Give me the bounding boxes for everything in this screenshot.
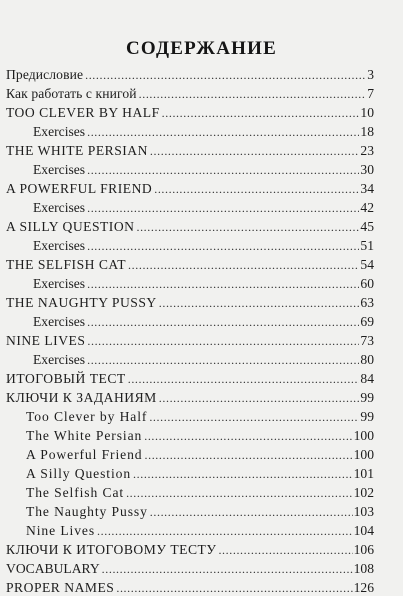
toc-entry-label: Exercises bbox=[33, 314, 86, 330]
toc-entry-story bbox=[6, 178, 374, 197]
toc-entry-page: 103 bbox=[353, 504, 374, 520]
dot-leader bbox=[86, 202, 359, 216]
dot-leader bbox=[138, 88, 367, 102]
toc-entry-label: THE NAUGHTY PUSSY bbox=[6, 295, 157, 311]
toc-entry-page: 106 bbox=[353, 542, 374, 558]
toc-entry-vocabulary bbox=[6, 558, 374, 577]
toc-entry-exercises bbox=[6, 159, 374, 178]
dot-leader bbox=[127, 373, 360, 387]
dot-leader bbox=[125, 487, 353, 501]
toc-entry-label: Exercises bbox=[33, 238, 86, 254]
toc-entry-page: 104 bbox=[353, 523, 374, 539]
toc-entry-label: VOCABULARY bbox=[6, 561, 100, 577]
dot-leader bbox=[135, 221, 359, 235]
toc-entry-page: 63 bbox=[360, 295, 374, 311]
toc-entry-label: Exercises bbox=[33, 352, 86, 368]
toc-entry-page: 30 bbox=[360, 162, 374, 178]
toc-entry-page: 99 bbox=[360, 390, 374, 406]
toc-entry-page: 10 bbox=[360, 105, 374, 121]
dot-leader bbox=[84, 69, 366, 83]
toc-entry-key-subitem bbox=[6, 425, 374, 444]
toc-entry-page: 100 bbox=[353, 447, 374, 463]
toc-entry-exercises bbox=[6, 311, 374, 330]
toc-entry-exercises bbox=[6, 197, 374, 216]
toc-entry-page: 84 bbox=[360, 371, 374, 387]
table-of-contents bbox=[6, 64, 374, 596]
toc-entry-key-subitem bbox=[6, 444, 374, 463]
toc-entry-page: 80 bbox=[360, 352, 374, 368]
dot-leader bbox=[96, 525, 353, 539]
dot-leader bbox=[115, 582, 352, 596]
toc-entry-story bbox=[6, 292, 374, 311]
toc-entry-page: 23 bbox=[360, 143, 374, 159]
toc-entry-label: Exercises bbox=[33, 124, 86, 140]
toc-entry-page: 18 bbox=[360, 124, 374, 140]
toc-entry-page: 45 bbox=[360, 219, 374, 235]
toc-entry-page: 34 bbox=[360, 181, 374, 197]
toc-entry-label: Как работать с книгой bbox=[6, 86, 137, 102]
toc-entry-page: 102 bbox=[353, 485, 374, 501]
dot-leader bbox=[86, 240, 359, 254]
toc-entry-page: 3 bbox=[367, 67, 374, 83]
dot-leader bbox=[101, 563, 353, 577]
dot-leader bbox=[149, 506, 353, 520]
toc-entry-label: A SILLY QUESTION bbox=[6, 219, 135, 235]
toc-entry-page: 108 bbox=[353, 561, 374, 577]
toc-entry-label: Exercises bbox=[33, 200, 86, 216]
dot-leader bbox=[86, 126, 359, 140]
toc-entry-page: 69 bbox=[360, 314, 374, 330]
toc-entry-key-subitem bbox=[6, 406, 374, 425]
dot-leader bbox=[86, 164, 359, 178]
toc-entry-exercises bbox=[6, 349, 374, 368]
toc-entry-label: THE WHITE PERSIAN bbox=[6, 143, 148, 159]
toc-entry-story bbox=[6, 102, 374, 121]
toc-entry-label: Too Clever by Half bbox=[26, 409, 148, 425]
toc-entry-key-subitem bbox=[6, 463, 374, 482]
dot-leader bbox=[148, 411, 359, 425]
toc-entry-label: КЛЮЧИ К ИТОГОВОМУ ТЕСТУ bbox=[6, 542, 217, 558]
toc-entry-page: 51 bbox=[360, 238, 374, 254]
dot-leader bbox=[217, 544, 352, 558]
toc-entry-exercises bbox=[6, 235, 374, 254]
toc-entry-label: Exercises bbox=[33, 276, 86, 292]
toc-entry-label: A Silly Question bbox=[26, 466, 132, 482]
toc-entry-proper-names bbox=[6, 577, 374, 596]
toc-entry-final-test-keys bbox=[6, 539, 374, 558]
toc-entry-answer-keys bbox=[6, 387, 374, 406]
toc-entry-page: 60 bbox=[360, 276, 374, 292]
dot-leader bbox=[153, 183, 359, 197]
dot-leader bbox=[86, 335, 359, 349]
dot-leader bbox=[158, 297, 360, 311]
dot-leader bbox=[144, 449, 353, 463]
toc-entry-label: Предисловие bbox=[6, 67, 84, 83]
toc-entry-label: PROPER NAMES bbox=[6, 580, 115, 596]
toc-entry-label: The Selfish Cat bbox=[26, 485, 125, 501]
toc-entry-label: The White Persian bbox=[26, 428, 143, 444]
toc-entry-story bbox=[6, 330, 374, 349]
toc-entry-label: Nine Lives bbox=[26, 523, 96, 539]
toc-entry-key-subitem bbox=[6, 482, 374, 501]
toc-entry-how-to-use bbox=[6, 83, 374, 102]
toc-entry-exercises bbox=[6, 273, 374, 292]
toc-entry-key-subitem bbox=[6, 520, 374, 539]
toc-entry-key-subitem bbox=[6, 501, 374, 520]
dot-leader bbox=[143, 430, 352, 444]
dot-leader bbox=[127, 259, 359, 273]
toc-entry-page: 42 bbox=[360, 200, 374, 216]
dot-leader bbox=[149, 145, 359, 159]
toc-entry-label: A Powerful Friend bbox=[26, 447, 143, 463]
toc-entry-page: 73 bbox=[360, 333, 374, 349]
dot-leader bbox=[86, 316, 359, 330]
toc-entry-page: 99 bbox=[360, 409, 374, 425]
toc-entry-label: КЛЮЧИ К ЗАДАНИЯМ bbox=[6, 390, 157, 406]
toc-entry-story bbox=[6, 254, 374, 273]
toc-entry-preface bbox=[6, 64, 374, 83]
toc-entry-page: 101 bbox=[353, 466, 374, 482]
toc-entry-label: Exercises bbox=[33, 162, 86, 178]
dot-leader bbox=[161, 107, 360, 121]
page-title: СОДЕРЖАНИЕ bbox=[126, 38, 277, 59]
toc-entry-story bbox=[6, 140, 374, 159]
toc-entry-label: THE SELFISH CAT bbox=[6, 257, 127, 273]
toc-entry-label: TOO CLEVER BY HALF bbox=[6, 105, 160, 121]
toc-entry-label: A POWERFUL FRIEND bbox=[6, 181, 153, 197]
toc-entry-page: 126 bbox=[353, 580, 374, 596]
toc-entry-story bbox=[6, 216, 374, 235]
toc-entry-page: 54 bbox=[360, 257, 374, 273]
dot-leader bbox=[132, 468, 353, 482]
toc-entry-exercises bbox=[6, 121, 374, 140]
dot-leader bbox=[86, 354, 359, 368]
toc-entry-final-test bbox=[6, 368, 374, 387]
toc-entry-label: ИТОГОВЫЙ ТЕСТ bbox=[6, 371, 126, 387]
toc-entry-label: NINE LIVES bbox=[6, 333, 86, 349]
toc-entry-page: 100 bbox=[353, 428, 374, 444]
toc-entry-page: 7 bbox=[367, 86, 374, 102]
dot-leader bbox=[86, 278, 359, 292]
dot-leader bbox=[158, 392, 360, 406]
toc-entry-label: The Naughty Pussy bbox=[26, 504, 148, 520]
